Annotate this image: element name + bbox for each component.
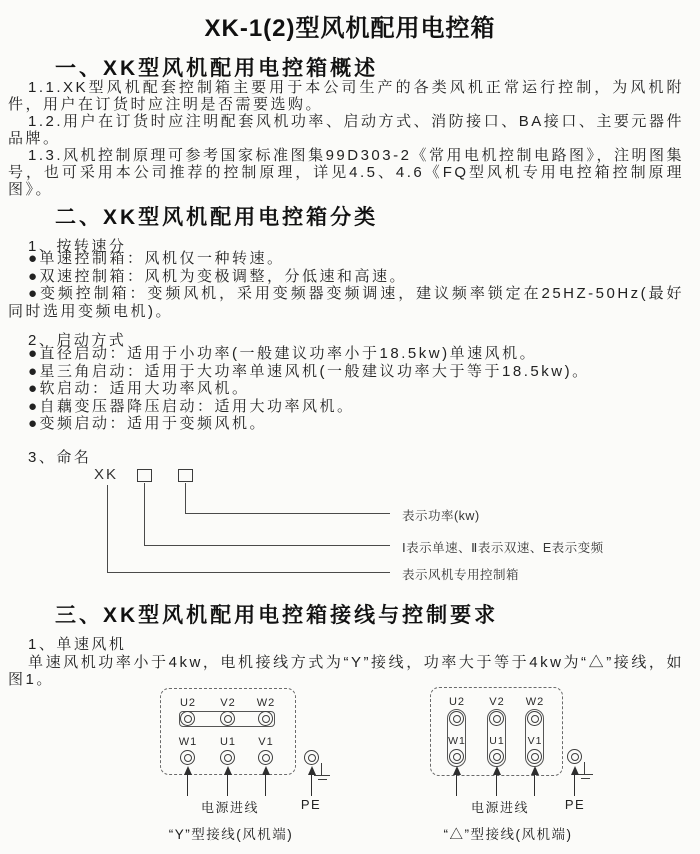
group3-label: 3、命名	[28, 449, 92, 466]
list-item: ●直径启动：适用于小功率(一般建议功率小于18.5kw)单速风机。	[28, 345, 538, 362]
callout-line-vertical-type	[107, 485, 108, 572]
list-item: ●软启动：适用大功率风机。	[28, 380, 250, 397]
paragraph-3-1: 单速风机功率小于4kw，电机接线方式为“Y”接线，功率大于等于4kw为“△”接线，如图1。	[8, 654, 684, 688]
terminal-label-u2: U2	[448, 696, 466, 708]
paragraph-1-2: 1.2.用户在订货时应注明配套风机功率、启动方式、消防接口、BA接口、主要元器件品牌。	[8, 113, 684, 147]
ground-icon	[577, 774, 593, 775]
model-digit-box-1	[137, 469, 152, 482]
callout-line-horizontal-speed	[144, 545, 390, 546]
ground-icon	[318, 779, 327, 780]
paragraph-1-3: 1.3.风机控制原理可参考国家标准图集99D303-2《常用电机控制电路图》，注明图集号，也可采用本公司推荐的控制原理，详见4.5、4.6《FQ型风机专用电控箱控制原理图》。	[8, 147, 684, 198]
list-item: ●变频控制箱：变频风机，采用变频器变频调速，建议频率锁定在25HZ-50Hz(最好同时选用变频电机)。	[8, 285, 684, 320]
terminal-label-w2: W2	[525, 696, 545, 708]
power-in-arrow-icon	[223, 766, 232, 796]
terminal-circle-w2	[527, 711, 542, 726]
pe-arrow-icon	[570, 766, 579, 796]
pe-label: PE	[300, 797, 322, 812]
terminal-label-v2: V2	[489, 696, 505, 708]
model-prefix-text: XK	[94, 466, 119, 483]
group2-label: 2、启动方式	[28, 332, 127, 349]
y-diagram-caption: “Y”型接线(风机端)	[168, 827, 294, 842]
terminal-label-w2: W2	[256, 697, 276, 709]
section1-heading: 一、XK型风机配用电控箱概述	[55, 57, 379, 80]
model-digit-box-2	[178, 469, 193, 482]
list-item: ●双速控制箱：风机为变极调整，分低速和高速。	[28, 267, 408, 285]
terminal-circle-w1	[180, 750, 195, 765]
terminal-circle-v2	[220, 711, 235, 726]
power-in-label: 电源进线	[200, 800, 259, 815]
terminal-circle-v2	[489, 711, 504, 726]
power-in-arrow-icon	[183, 766, 192, 796]
group1-label: 1、按转速分	[28, 238, 127, 255]
pe-terminal-circle	[304, 750, 319, 765]
terminal-label-w1: W1	[448, 735, 466, 747]
terminal-label-w1: W1	[178, 736, 198, 748]
terminal-circle-v1	[527, 749, 542, 764]
ground-icon	[321, 763, 322, 775]
callout-line-horizontal-type	[107, 572, 390, 573]
power-in-arrow-icon	[530, 766, 539, 796]
figure-1	[0, 683, 700, 854]
callout-line-vertical-speed	[144, 483, 145, 545]
terminal-label-v2: V2	[220, 697, 236, 709]
terminal-circle-u2	[180, 711, 195, 726]
power-in-arrow-icon	[492, 766, 501, 796]
terminal-circle-v1	[258, 750, 273, 765]
terminal-label-u1: U1	[489, 735, 505, 747]
callout-speed-label: Ⅰ表示单速、Ⅱ表示双速、E表示变频	[402, 541, 604, 555]
terminal-circle-w1	[449, 749, 464, 764]
callout-line-vertical-power	[185, 483, 186, 513]
terminal-label-u2: U2	[179, 697, 197, 709]
page-title: XK-1(2)型风机配用电控箱	[204, 15, 496, 42]
power-in-arrow-icon	[261, 766, 270, 796]
callout-type-label: 表示风机专用控制箱	[402, 568, 520, 582]
terminal-label-v1: V1	[258, 736, 274, 748]
list-item: ●星三角启动：适用于大功率单速风机(一般建议功率大于等于18.5kw)。	[28, 362, 590, 380]
section3-sub-label: 1、单速风机	[28, 636, 127, 653]
terminal-circle-u2	[449, 711, 464, 726]
ground-icon	[584, 762, 585, 774]
pe-label: PE	[564, 797, 586, 812]
speed-type-list	[8, 250, 684, 320]
section2-heading: 二、XK型风机配用电控箱分类	[55, 206, 379, 229]
pe-terminal-circle	[567, 749, 582, 764]
ground-icon	[314, 775, 330, 776]
callout-power-label: 表示功率(kw)	[402, 509, 480, 523]
list-item: ●自藕变压器降压启动：适用大功率风机。	[28, 397, 355, 415]
terminal-circle-u1	[489, 749, 504, 764]
terminal-label-v1: V1	[527, 735, 543, 747]
delta-diagram-caption: “△”型接线(风机端)	[443, 827, 573, 842]
start-mode-list	[8, 345, 684, 433]
power-in-arrow-icon	[452, 766, 461, 796]
terminal-circle-u1	[220, 750, 235, 765]
list-item: ●单速控制箱：风机仅一种转速。	[28, 250, 285, 267]
ground-icon	[581, 778, 590, 779]
power-in-label: 电源进线	[470, 800, 529, 815]
section3-heading: 三、XK型风机配用电控箱接线与控制要求	[55, 604, 499, 627]
paragraph-1-1: 1.1.XK型风机配套控制箱主要用于本公司生产的各类风机正常运行控制，为风机附件，用户在订货时应注明是否需要选购。	[8, 79, 684, 113]
terminal-label-u1: U1	[219, 736, 237, 748]
callout-line-horizontal-power	[185, 513, 390, 514]
terminal-circle-w2	[258, 711, 273, 726]
pe-arrow-icon	[307, 766, 316, 796]
list-item: ●变频启动：适用于变频风机。	[28, 415, 268, 432]
